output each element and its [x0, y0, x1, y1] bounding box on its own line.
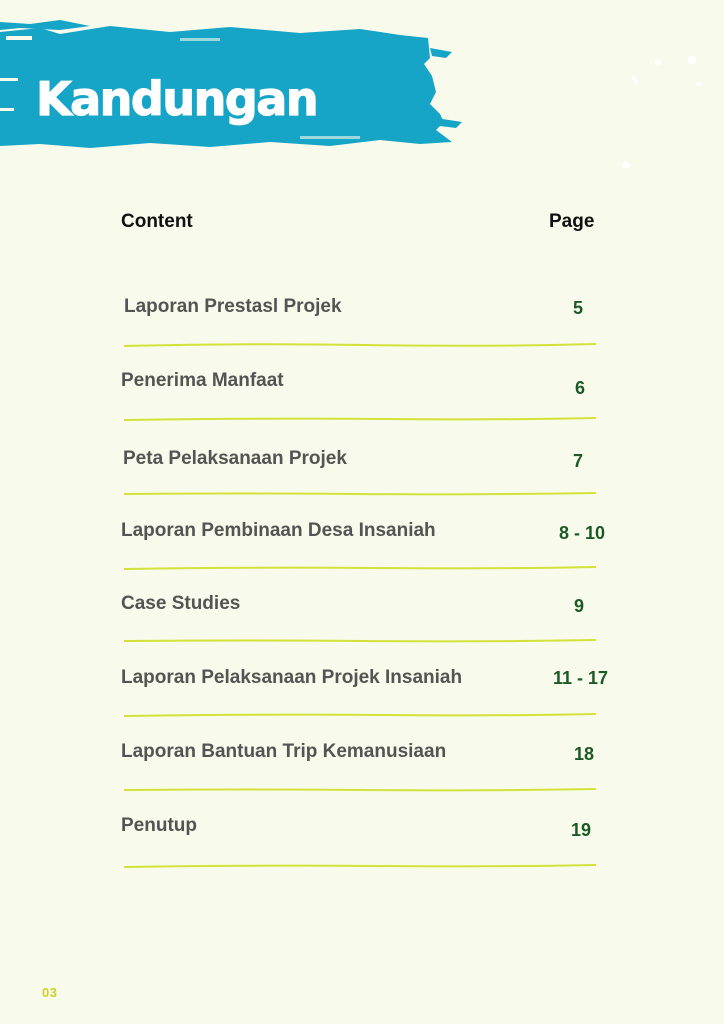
- page-title: Kandungan: [36, 72, 318, 126]
- divider-line: [124, 416, 596, 422]
- page-column-header: Page: [549, 211, 595, 232]
- toc-entry-page: 18: [574, 744, 595, 764]
- toc-entry-page: 9: [574, 596, 585, 616]
- divider-line: [124, 712, 596, 718]
- divider-line: [124, 787, 596, 793]
- toc-entry[interactable]: [0, 295, 724, 335]
- toc-entry-page: 5: [573, 298, 584, 318]
- toc-entry-title: Peta Pelaksanaan Projek: [123, 448, 347, 469]
- content-column-header: Content: [121, 211, 193, 232]
- divider-line: [124, 491, 596, 497]
- toc-entry-page: 6: [575, 378, 586, 398]
- divider-line: [124, 638, 596, 644]
- toc-entry-title: Laporan Prestasl Projek: [124, 296, 342, 317]
- divider-line: [124, 565, 596, 571]
- toc-entry-title: Penutup: [121, 815, 197, 836]
- toc-entry-title: Case Studies: [121, 593, 241, 614]
- toc-entry-page: 8 - 10: [559, 523, 606, 543]
- toc-entry-title: Laporan Bantuan Trip Kemanusiaan: [121, 741, 447, 762]
- toc-entry[interactable]: [0, 740, 724, 780]
- toc-entry-title: Penerima Manfaat: [121, 370, 284, 391]
- decorative-dots: [600, 40, 724, 180]
- toc-entry-page: 11 - 17: [553, 668, 609, 688]
- toc-entry[interactable]: [0, 814, 724, 854]
- toc-entry[interactable]: [0, 666, 724, 706]
- toc-entry[interactable]: [0, 447, 724, 487]
- divider-line: [124, 863, 596, 869]
- toc-entry-page: 7: [573, 451, 584, 471]
- toc-entry-title: Laporan Pelaksanaan Projek Insaniah: [121, 667, 463, 688]
- divider-line: [124, 342, 596, 348]
- toc-entry[interactable]: [0, 519, 724, 559]
- title-banner: [0, 18, 470, 158]
- page-number: 03: [42, 985, 58, 1000]
- toc-entry-page: 19: [571, 820, 592, 840]
- toc-entry[interactable]: [0, 369, 724, 409]
- toc-entry-title: Laporan Pembinaan Desa Insaniah: [121, 520, 436, 541]
- toc-entry[interactable]: [0, 592, 724, 632]
